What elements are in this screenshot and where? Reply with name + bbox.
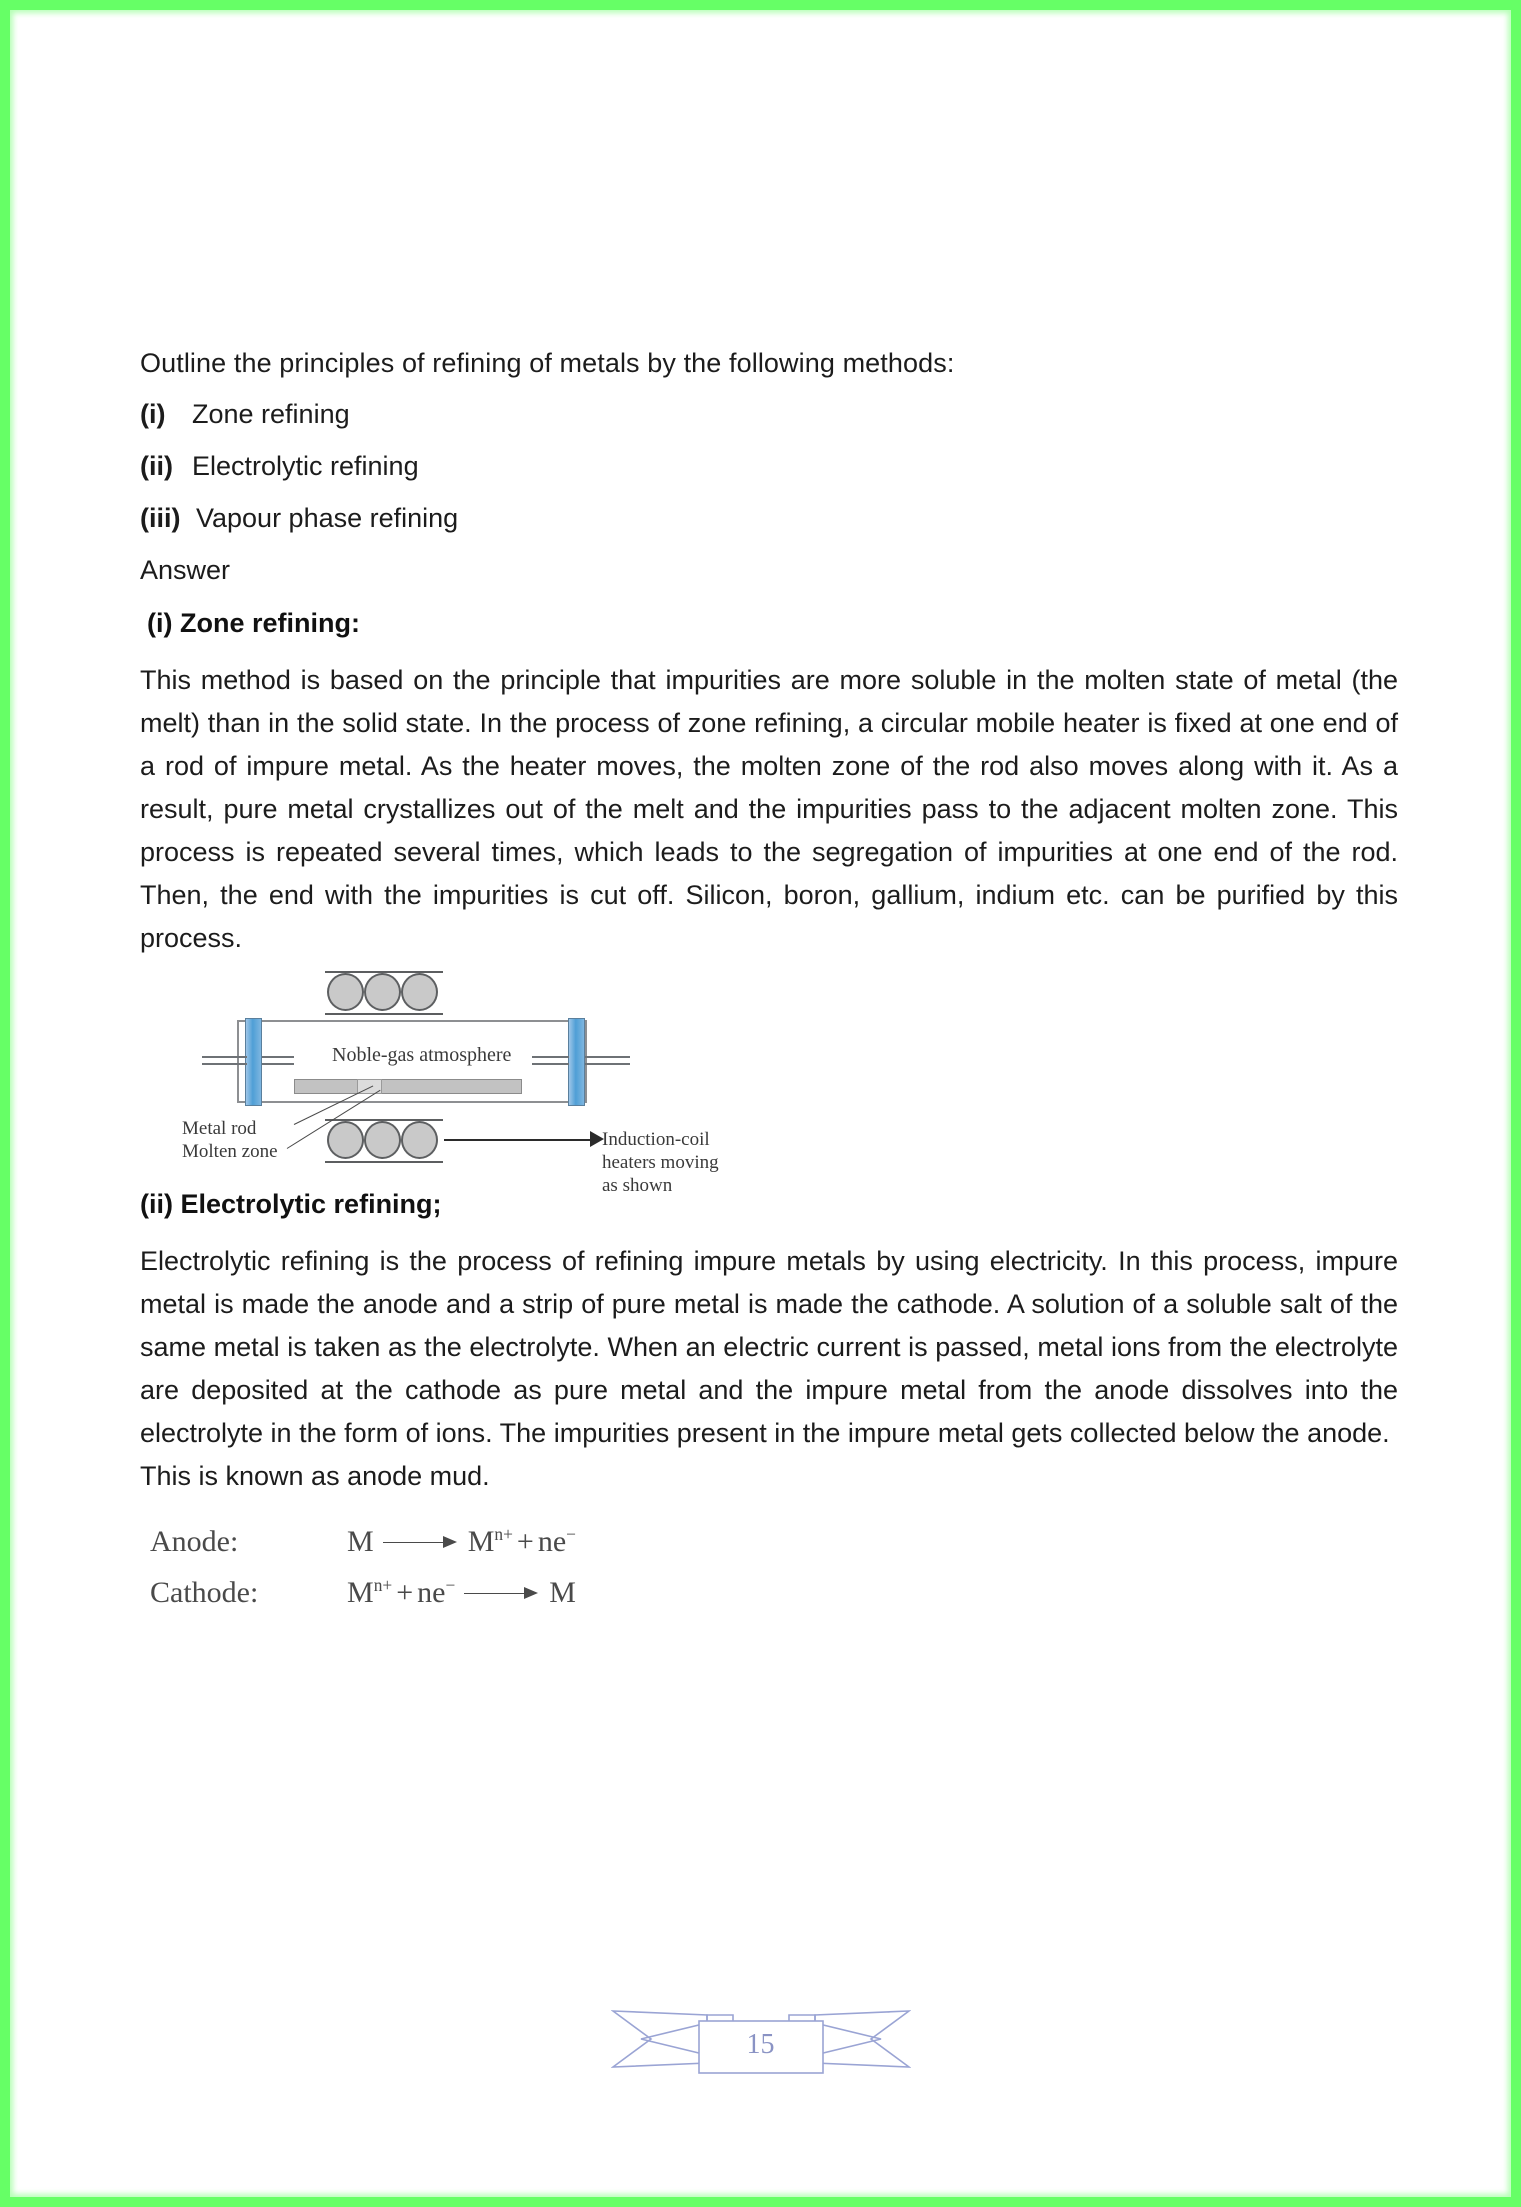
electrolytic-refining-body: Electrolytic refining is the process of refining impure metals by using electricity. In this process, impure metal is made the anode and a strip of pure metal is made the cathode. A solution of a soluble salt of the same metal is taken as the electrolyte. When an electric current is passed, metal ions from the electrolyte are deposited at the cathode as pure metal and the impure metal from the anode dissolves into the electrolyte in the form of ions. The impurities present in the impure metal gets collected below the anode. (140, 1246, 1398, 1448)
anode-product-ion: $M^{n+}$ (467, 1524, 513, 1558)
electrode-plate-left (245, 1018, 262, 1106)
electrolytic-refining-heading: (ii) Electrolytic refining; (140, 1189, 442, 1219)
page-number: 15 (746, 2029, 775, 2060)
metal-rod-label: Metal rod (182, 1118, 257, 1139)
list-item (140, 451, 1398, 482)
list-item-label: Vapour phase refining (196, 503, 459, 533)
right-arrow-icon (464, 1586, 540, 1600)
list-item (140, 503, 1398, 534)
methods-list (140, 399, 1398, 534)
coil-circle-icon (364, 1121, 401, 1159)
coil-circle-icon (327, 973, 364, 1011)
electrode-equations (150, 1524, 1398, 1610)
metal-rod (294, 1079, 522, 1094)
anode-equation-body (345, 1524, 578, 1559)
footer-ribbon (611, 2003, 911, 2089)
anode-mud-line (140, 1455, 1398, 1498)
anode-equation-label: Anode: (150, 1524, 239, 1558)
anode-electrons: ne− (537, 1524, 576, 1558)
lead-line-icon (202, 1056, 247, 1065)
list-item-label: Electrolytic refining (192, 451, 419, 481)
noble-gas-label: Noble-gas atmosphere (332, 1044, 512, 1066)
cathode-reactant-ion: $M^{n+}$ (347, 1575, 393, 1609)
document-content (140, 350, 1398, 1626)
cathode-product: M (549, 1575, 576, 1609)
coil-circle-icon (401, 973, 438, 1011)
cathode-plus-sign: + (396, 1575, 414, 1609)
molten-zone-label: Molten zone (182, 1141, 278, 1162)
anode-equation-row (150, 1524, 1398, 1559)
list-item-marker: (i) (140, 399, 166, 429)
arrow-line-icon (444, 1139, 596, 1141)
zone-refining-diagram (182, 968, 719, 1196)
electrode-plate-right (568, 1018, 585, 1106)
list-item-marker: (iii) (140, 503, 181, 533)
coil-circle-icon (364, 973, 401, 1011)
anode-reactant: M (347, 1524, 374, 1558)
question-prompt: Outline the principles of refining of metals by the following methods: (140, 348, 955, 378)
induction-coil-top (325, 968, 443, 1016)
lead-line-icon (262, 1056, 294, 1065)
coil-rail-icon (325, 1161, 443, 1163)
cathode-electrons: ne− (417, 1575, 456, 1609)
induction-coil-label: Induction-coil heaters moving as shown (602, 1129, 719, 1196)
anode-plus-sign: + (516, 1524, 534, 1558)
coil-circle-icon (327, 1121, 364, 1159)
list-item (140, 399, 1398, 430)
zone-refining-heading: (i) Zone refining: (147, 608, 360, 638)
list-item-label: Zone refining (192, 399, 350, 429)
list-item-marker: (ii) (140, 451, 173, 481)
right-arrow-icon (383, 1535, 459, 1549)
lead-line-icon (532, 1056, 569, 1065)
anode-mud-text: This is known as anode mud. (140, 1461, 490, 1491)
coil-rail-icon (325, 1013, 443, 1015)
zone-refining-body: This method is based on the principle that impurities are more soluble in the molten state of metal (the melt) than in the solid state. In the process of zone refining, a circular mobile heater is fixed at one end of a rod of impure metal. As the heater moves, the molten zone of the rod also moves along with it. As a result, pure metal crystallizes out of the melt and the impurities pass to the adjacent molten zone. This process is repeated several times, which leads to the segregation of impurities at one end of the rod. Then, the end with the impurities is cut off. Silicon, boron, gallium, indium etc. can be purified by this process. (140, 665, 1398, 953)
cathode-equation-row (150, 1575, 1398, 1610)
answer-label: Answer (140, 555, 231, 585)
induction-coil-bottom (325, 1116, 443, 1164)
cathode-equation-label: Cathode: (150, 1575, 259, 1609)
lead-line-icon (585, 1056, 630, 1065)
coil-circle-icon (401, 1121, 438, 1159)
cathode-equation-body (345, 1575, 578, 1610)
